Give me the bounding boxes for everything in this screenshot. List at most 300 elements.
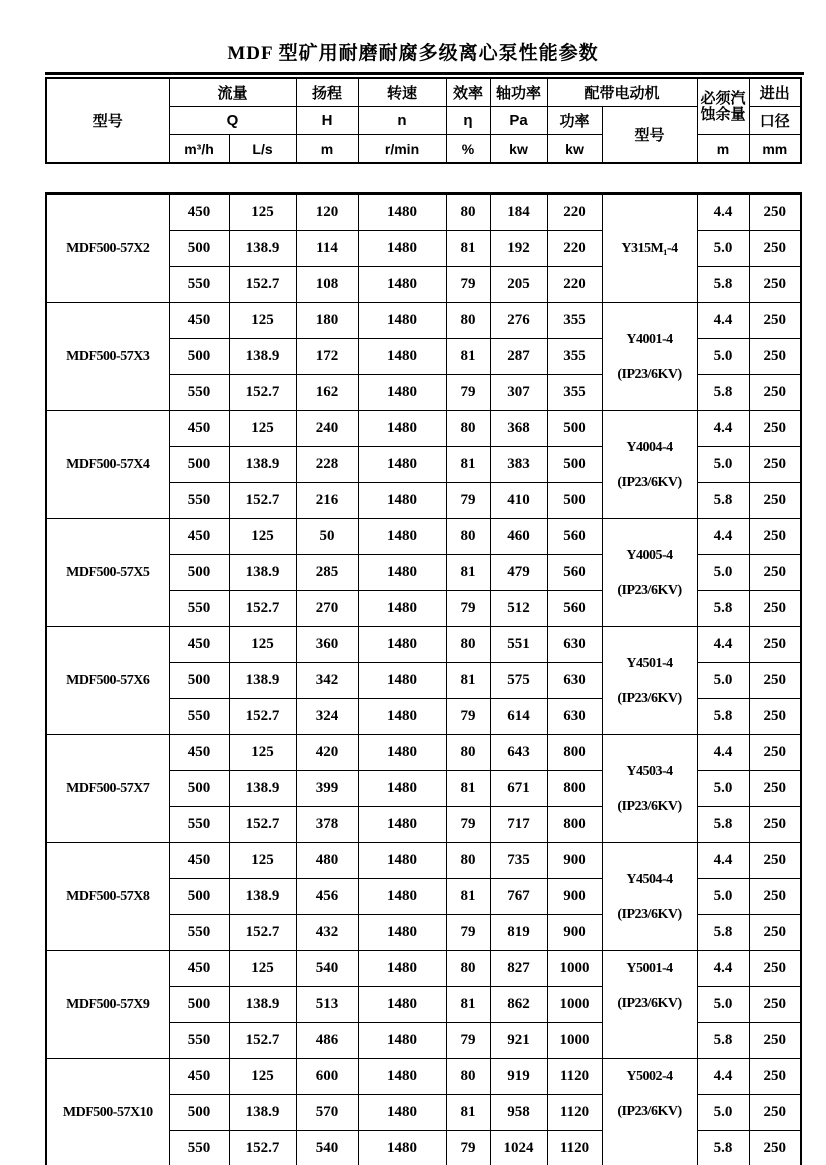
cell-port: 250 (749, 1095, 801, 1131)
motor-model-cell (602, 951, 697, 1059)
table-row (46, 194, 801, 231)
cell-speed: 1480 (358, 771, 446, 807)
cell-eff: 80 (446, 519, 490, 555)
cell-q_m3h: 550 (169, 699, 229, 735)
cell-q_m3h: 450 (169, 735, 229, 771)
cell-motor_kw: 220 (547, 194, 602, 231)
cell-motor_kw: 1000 (547, 987, 602, 1023)
cell-eff: 81 (446, 447, 490, 483)
pump-model-cell: MDF500-57X2 (46, 194, 169, 303)
motor-model-line: Y4503-4 (626, 763, 673, 779)
cell-head: 50 (296, 519, 358, 555)
cell-head: 480 (296, 843, 358, 879)
col-header-port-line2: 口径 (749, 107, 801, 135)
cell-head: 600 (296, 1059, 358, 1095)
cell-speed: 1480 (358, 843, 446, 879)
header-table (45, 77, 802, 164)
motor-model-cell (602, 303, 697, 411)
cell-npsh: 5.8 (697, 375, 749, 411)
motor-model-line: (IP23/6KV) (617, 1104, 682, 1119)
cell-motor_kw: 1000 (547, 951, 602, 987)
cell-q_m3h: 500 (169, 339, 229, 375)
cell-port: 250 (749, 987, 801, 1023)
cell-q_ls: 138.9 (229, 771, 296, 807)
motor-model-line: Y5001-4 (626, 961, 673, 976)
cell-head: 240 (296, 411, 358, 447)
cell-head: 360 (296, 627, 358, 663)
motor-model-cell (602, 1059, 697, 1165)
cell-shaft_pa: 819 (490, 915, 547, 951)
cell-head: 285 (296, 555, 358, 591)
col-header-efficiency: 效率 (446, 78, 490, 107)
symbol-flow: Q (169, 107, 296, 135)
cell-shaft_pa: 614 (490, 699, 547, 735)
motor-model-cell (602, 735, 697, 843)
cell-shaft_pa: 671 (490, 771, 547, 807)
cell-motor_kw: 560 (547, 555, 602, 591)
cell-eff: 81 (446, 555, 490, 591)
motor-model-line: (IP23/6KV) (617, 582, 682, 598)
cell-motor_kw: 500 (547, 447, 602, 483)
cell-speed: 1480 (358, 735, 446, 771)
cell-eff: 80 (446, 843, 490, 879)
cell-q_m3h: 450 (169, 411, 229, 447)
cell-npsh: 5.8 (697, 267, 749, 303)
cell-port: 250 (749, 483, 801, 519)
cell-q_m3h: 550 (169, 915, 229, 951)
cell-motor_kw: 1120 (547, 1131, 602, 1165)
cell-head: 486 (296, 1023, 358, 1059)
cell-speed: 1480 (358, 194, 446, 231)
cell-q_ls: 152.7 (229, 1023, 296, 1059)
cell-motor_kw: 630 (547, 663, 602, 699)
cell-port: 250 (749, 843, 801, 879)
cell-q_ls: 125 (229, 1059, 296, 1095)
cell-eff: 81 (446, 987, 490, 1023)
cell-speed: 1480 (358, 915, 446, 951)
motor-model-line: (IP23/6KV) (617, 366, 682, 382)
cell-npsh: 5.0 (697, 771, 749, 807)
cell-head: 120 (296, 194, 358, 231)
cell-q_ls: 138.9 (229, 879, 296, 915)
cell-motor_kw: 1120 (547, 1059, 602, 1095)
cell-eff: 80 (446, 627, 490, 663)
cell-port: 250 (749, 771, 801, 807)
cell-port: 250 (749, 915, 801, 951)
table-area (45, 72, 804, 1165)
cell-head: 513 (296, 987, 358, 1023)
cell-npsh: 5.8 (697, 1131, 749, 1165)
cell-q_ls: 125 (229, 951, 296, 987)
cell-eff: 81 (446, 1095, 490, 1131)
col-header-pump-model: 型号 (46, 78, 169, 163)
cell-q_m3h: 550 (169, 375, 229, 411)
cell-motor_kw: 220 (547, 231, 602, 267)
cell-shaft_pa: 479 (490, 555, 547, 591)
cell-shaft_pa: 368 (490, 411, 547, 447)
cell-q_ls: 152.7 (229, 699, 296, 735)
unit-flow-m3h: m³/h (169, 135, 229, 164)
unit-port: mm (749, 135, 801, 164)
cell-q_m3h: 450 (169, 519, 229, 555)
cell-port: 250 (749, 951, 801, 987)
motor-model-line: Y4501-4 (626, 655, 673, 671)
cell-port: 250 (749, 519, 801, 555)
cell-q_ls: 138.9 (229, 555, 296, 591)
cell-eff: 81 (446, 231, 490, 267)
cell-head: 114 (296, 231, 358, 267)
cell-eff: 79 (446, 699, 490, 735)
cell-motor_kw: 355 (547, 375, 602, 411)
cell-q_m3h: 500 (169, 879, 229, 915)
motor-model-line: (IP23/6KV) (617, 996, 682, 1011)
cell-eff: 79 (446, 807, 490, 843)
cell-q_ls: 125 (229, 627, 296, 663)
cell-speed: 1480 (358, 267, 446, 303)
cell-motor_kw: 1000 (547, 1023, 602, 1059)
cell-shaft_pa: 287 (490, 339, 547, 375)
cell-shaft_pa: 643 (490, 735, 547, 771)
col-header-speed: 转速 (358, 78, 446, 107)
cell-q_ls: 138.9 (229, 231, 296, 267)
cell-q_m3h: 450 (169, 1059, 229, 1095)
cell-eff: 79 (446, 591, 490, 627)
cell-shaft_pa: 184 (490, 194, 547, 231)
cell-speed: 1480 (358, 411, 446, 447)
cell-shaft_pa: 383 (490, 447, 547, 483)
cell-q_ls: 125 (229, 303, 296, 339)
cell-speed: 1480 (358, 591, 446, 627)
cell-q_ls: 152.7 (229, 915, 296, 951)
cell-q_m3h: 500 (169, 231, 229, 267)
pump-model-cell: MDF500-57X5 (46, 519, 169, 627)
cell-shaft_pa: 551 (490, 627, 547, 663)
pump-model-cell: MDF500-57X10 (46, 1059, 169, 1165)
table-row (46, 951, 801, 987)
cell-q_ls: 125 (229, 843, 296, 879)
cell-speed: 1480 (358, 663, 446, 699)
cell-motor_kw: 800 (547, 771, 602, 807)
npsh-label-line2: 蚀余量 (700, 106, 746, 123)
symbol-shaft-power: Pa (490, 107, 547, 135)
cell-q_m3h: 450 (169, 627, 229, 663)
cell-port: 250 (749, 231, 801, 267)
unit-shaft-power: kw (490, 135, 547, 164)
cell-npsh: 5.8 (697, 699, 749, 735)
pump-model-cell: MDF500-57X6 (46, 627, 169, 735)
cell-shaft_pa: 205 (490, 267, 547, 303)
cell-eff: 80 (446, 194, 490, 231)
cell-port: 250 (749, 879, 801, 915)
cell-motor_kw: 355 (547, 303, 602, 339)
cell-q_m3h: 450 (169, 194, 229, 231)
cell-eff: 81 (446, 879, 490, 915)
unit-npsh: m (697, 135, 749, 164)
table-row (46, 1059, 801, 1095)
cell-npsh: 5.8 (697, 483, 749, 519)
cell-q_ls: 138.9 (229, 1095, 296, 1131)
cell-npsh: 5.0 (697, 339, 749, 375)
cell-npsh: 4.4 (697, 951, 749, 987)
cell-port: 250 (749, 339, 801, 375)
cell-q_m3h: 500 (169, 447, 229, 483)
cell-speed: 1480 (358, 987, 446, 1023)
cell-shaft_pa: 767 (490, 879, 547, 915)
pump-model-cell: MDF500-57X3 (46, 303, 169, 411)
cell-eff: 81 (446, 339, 490, 375)
cell-npsh: 5.8 (697, 807, 749, 843)
cell-q_m3h: 550 (169, 591, 229, 627)
cell-eff: 79 (446, 267, 490, 303)
motor-model-line: (IP23/6KV) (617, 906, 682, 922)
cell-speed: 1480 (358, 1023, 446, 1059)
cell-head: 108 (296, 267, 358, 303)
cell-eff: 79 (446, 1023, 490, 1059)
cell-eff: 80 (446, 411, 490, 447)
cell-head: 342 (296, 663, 358, 699)
cell-shaft_pa: 862 (490, 987, 547, 1023)
page-title: MDF 型矿用耐磨耐腐多级离心泵性能参数 (227, 43, 599, 64)
cell-eff: 79 (446, 375, 490, 411)
cell-npsh: 5.0 (697, 555, 749, 591)
cell-q_ls: 138.9 (229, 663, 296, 699)
cell-q_ls: 125 (229, 411, 296, 447)
motor-model-line: Y4004-4 (626, 439, 673, 455)
cell-q_ls: 138.9 (229, 339, 296, 375)
cell-shaft_pa: 735 (490, 843, 547, 879)
motor-model-cell (602, 627, 697, 735)
cell-speed: 1480 (358, 339, 446, 375)
cell-eff: 79 (446, 1131, 490, 1165)
cell-speed: 1480 (358, 555, 446, 591)
col-header-shaft-power: 轴功率 (490, 78, 547, 107)
cell-speed: 1480 (358, 879, 446, 915)
cell-q_m3h: 500 (169, 663, 229, 699)
symbol-efficiency: η (446, 107, 490, 135)
cell-q_ls: 138.9 (229, 987, 296, 1023)
cell-speed: 1480 (358, 303, 446, 339)
cell-npsh: 4.4 (697, 411, 749, 447)
cell-npsh: 4.4 (697, 303, 749, 339)
cell-shaft_pa: 921 (490, 1023, 547, 1059)
cell-port: 250 (749, 591, 801, 627)
cell-q_ls: 125 (229, 735, 296, 771)
cell-motor_kw: 800 (547, 735, 602, 771)
cell-shaft_pa: 460 (490, 519, 547, 555)
cell-npsh: 5.0 (697, 663, 749, 699)
cell-speed: 1480 (358, 807, 446, 843)
cell-head: 456 (296, 879, 358, 915)
cell-q_m3h: 550 (169, 807, 229, 843)
unit-motor-power: kw (547, 135, 602, 164)
cell-q_m3h: 550 (169, 267, 229, 303)
cell-npsh: 5.0 (697, 879, 749, 915)
cell-shaft_pa: 410 (490, 483, 547, 519)
cell-speed: 1480 (358, 231, 446, 267)
cell-shaft_pa: 717 (490, 807, 547, 843)
data-table-body (46, 194, 801, 1165)
cell-npsh: 5.0 (697, 231, 749, 267)
cell-head: 180 (296, 303, 358, 339)
cell-port: 250 (749, 735, 801, 771)
pump-model-cell: MDF500-57X8 (46, 843, 169, 951)
col-header-flow: 流量 (169, 78, 296, 107)
col-header-head: 扬程 (296, 78, 358, 107)
motor-model-line: Y4001-4 (626, 331, 673, 347)
cell-speed: 1480 (358, 699, 446, 735)
cell-shaft_pa: 827 (490, 951, 547, 987)
cell-head: 172 (296, 339, 358, 375)
motor-model-line: (IP23/6KV) (617, 798, 682, 814)
motor-model-line: Y4005-4 (626, 547, 673, 563)
cell-port: 250 (749, 663, 801, 699)
cell-port: 250 (749, 1059, 801, 1095)
cell-eff: 80 (446, 303, 490, 339)
cell-motor_kw: 630 (547, 627, 602, 663)
cell-q_m3h: 450 (169, 303, 229, 339)
cell-head: 432 (296, 915, 358, 951)
col-header-motor-group: 配带电动机 (547, 78, 697, 107)
cell-motor_kw: 630 (547, 699, 602, 735)
cell-motor_kw: 800 (547, 807, 602, 843)
cell-motor_kw: 355 (547, 339, 602, 375)
cell-q_ls: 125 (229, 194, 296, 231)
cell-motor_kw: 560 (547, 591, 602, 627)
cell-port: 250 (749, 555, 801, 591)
cell-speed: 1480 (358, 1131, 446, 1165)
unit-efficiency: % (446, 135, 490, 164)
cell-shaft_pa: 1024 (490, 1131, 547, 1165)
symbol-speed: n (358, 107, 446, 135)
cell-head: 270 (296, 591, 358, 627)
table-row (46, 411, 801, 447)
cell-npsh: 4.4 (697, 735, 749, 771)
cell-motor_kw: 500 (547, 483, 602, 519)
cell-speed: 1480 (358, 483, 446, 519)
cell-shaft_pa: 307 (490, 375, 547, 411)
cell-q_ls: 152.7 (229, 483, 296, 519)
cell-q_m3h: 550 (169, 1023, 229, 1059)
unit-flow-ls: L/s (229, 135, 296, 164)
cell-head: 570 (296, 1095, 358, 1131)
cell-q_ls: 152.7 (229, 267, 296, 303)
pump-model-cell: MDF500-57X9 (46, 951, 169, 1059)
cell-shaft_pa: 958 (490, 1095, 547, 1131)
col-header-motor-model: 型号 (602, 107, 697, 164)
motor-model-cell (602, 411, 697, 519)
cell-port: 250 (749, 1131, 801, 1165)
cell-shaft_pa: 512 (490, 591, 547, 627)
cell-npsh: 5.8 (697, 915, 749, 951)
unit-head: m (296, 135, 358, 164)
cell-head: 162 (296, 375, 358, 411)
cell-eff: 80 (446, 951, 490, 987)
cell-eff: 80 (446, 1059, 490, 1095)
header-row-1 (46, 78, 801, 107)
motor-model-line: Y5002-4 (626, 1069, 673, 1084)
cell-port: 250 (749, 303, 801, 339)
cell-port: 250 (749, 807, 801, 843)
symbol-head: H (296, 107, 358, 135)
motor-model-cell (602, 194, 697, 303)
cell-motor_kw: 220 (547, 267, 602, 303)
cell-speed: 1480 (358, 951, 446, 987)
cell-q_ls: 152.7 (229, 591, 296, 627)
cell-q_ls: 152.7 (229, 375, 296, 411)
motor-model-line: (IP23/6KV) (617, 474, 682, 490)
cell-q_m3h: 500 (169, 987, 229, 1023)
header-top-rule (45, 72, 804, 75)
motor-model-cell (602, 843, 697, 951)
table-row (46, 843, 801, 879)
cell-npsh: 5.0 (697, 447, 749, 483)
col-header-npsh (697, 78, 749, 135)
cell-port: 250 (749, 375, 801, 411)
cell-port: 250 (749, 411, 801, 447)
cell-port: 250 (749, 447, 801, 483)
cell-motor_kw: 900 (547, 915, 602, 951)
cell-q_m3h: 500 (169, 771, 229, 807)
col-header-motor-power: 功率 (547, 107, 602, 135)
cell-q_m3h: 550 (169, 1131, 229, 1165)
cell-motor_kw: 900 (547, 843, 602, 879)
cell-head: 228 (296, 447, 358, 483)
cell-npsh: 5.8 (697, 1023, 749, 1059)
cell-head: 420 (296, 735, 358, 771)
cell-speed: 1480 (358, 447, 446, 483)
cell-q_ls: 138.9 (229, 447, 296, 483)
cell-eff: 81 (446, 663, 490, 699)
cell-shaft_pa: 276 (490, 303, 547, 339)
cell-eff: 79 (446, 915, 490, 951)
cell-speed: 1480 (358, 1095, 446, 1131)
col-header-port-line1: 进出 (749, 78, 801, 107)
cell-shaft_pa: 192 (490, 231, 547, 267)
cell-q_m3h: 450 (169, 843, 229, 879)
cell-eff: 79 (446, 483, 490, 519)
motor-model-line: (IP23/6KV) (617, 690, 682, 706)
cell-q_ls: 125 (229, 519, 296, 555)
cell-shaft_pa: 575 (490, 663, 547, 699)
cell-speed: 1480 (358, 627, 446, 663)
cell-npsh: 5.0 (697, 987, 749, 1023)
cell-npsh: 4.4 (697, 627, 749, 663)
cell-q_m3h: 500 (169, 555, 229, 591)
cell-port: 250 (749, 194, 801, 231)
motor-model-line: Y4504-4 (626, 871, 673, 887)
cell-speed: 1480 (358, 1059, 446, 1095)
cell-speed: 1480 (358, 375, 446, 411)
cell-port: 250 (749, 267, 801, 303)
cell-head: 399 (296, 771, 358, 807)
table-row (46, 627, 801, 663)
cell-motor_kw: 500 (547, 411, 602, 447)
table-row (46, 735, 801, 771)
cell-port: 250 (749, 1023, 801, 1059)
data-table (45, 192, 802, 1165)
cell-q_ls: 152.7 (229, 1131, 296, 1165)
cell-port: 250 (749, 627, 801, 663)
cell-head: 324 (296, 699, 358, 735)
unit-speed: r/min (358, 135, 446, 164)
cell-shaft_pa: 919 (490, 1059, 547, 1095)
cell-head: 540 (296, 951, 358, 987)
pump-model-cell: MDF500-57X4 (46, 411, 169, 519)
cell-q_m3h: 550 (169, 483, 229, 519)
motor-model-line: Y315M₁-4 (621, 241, 678, 256)
cell-q_ls: 152.7 (229, 807, 296, 843)
cell-speed: 1480 (358, 519, 446, 555)
